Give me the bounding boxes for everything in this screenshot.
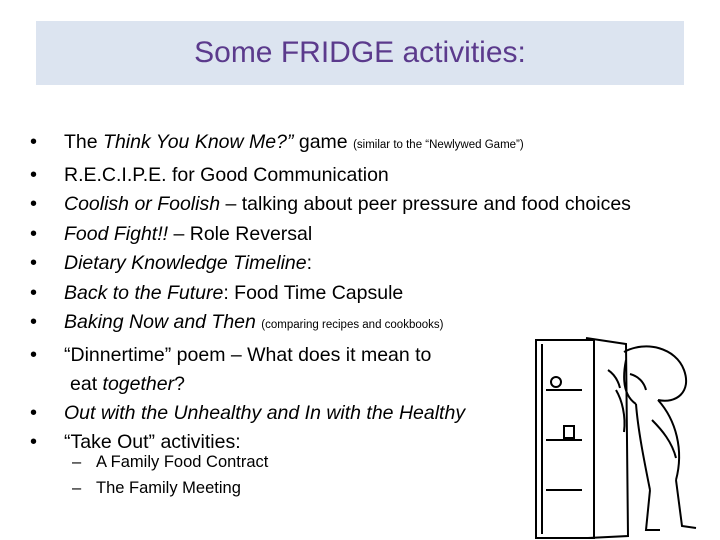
slide-title: Some FRIDGE activities: (194, 36, 526, 69)
bullet-text: : Food Time Capsule (223, 281, 404, 304)
bullet-emphasis: Coolish or Foolish (64, 193, 221, 215)
bullet-item (30, 249, 710, 279)
bullet-item (30, 161, 710, 191)
sub-bullet-item: – A Family Food Contract (72, 449, 268, 475)
bullet-text: “Take Out” activities: (64, 431, 241, 453)
bullet-text: eat (70, 372, 103, 395)
bullet-emphasis: Back to the Future (64, 281, 224, 304)
bullet-note: (comparing recipes and cookbooks) (261, 319, 444, 331)
sub-bullet-list (72, 449, 268, 501)
bullet-item (30, 190, 710, 220)
bullet-text: “Dinnertime” poem – What does it mean to (64, 343, 432, 366)
bullet-text: The (64, 131, 104, 153)
bullet-emphasis: together (102, 372, 175, 395)
bullet-emphasis: Food Fight!! (64, 222, 169, 245)
bullet-text: – talking about peer pressure and food choices (220, 193, 631, 215)
bullet-emphasis: Dietary Knowledge Timeline (64, 252, 307, 274)
bullet-text: game (293, 131, 354, 153)
bullet-text: ? (174, 372, 185, 395)
bullet-item (30, 128, 710, 161)
bullet-emphasis: Baking Now and Then (64, 311, 256, 333)
title-banner (36, 21, 684, 85)
bullet-emphasis: Think You Know Me?” (103, 131, 294, 153)
bullet-emphasis: Out with the Unhealthy and In with the Healthy (64, 401, 466, 424)
fridge-illustration (526, 330, 720, 540)
bullet-note: (similar to the “Newlywed Game”) (353, 139, 524, 151)
bullet-text: – Role Reversal (168, 222, 313, 245)
bullet-item (30, 220, 710, 250)
bullet-text: : (306, 252, 313, 274)
bullet-text: R.E.C.I.P.E. for Good Communication (64, 163, 389, 186)
bullet-item (30, 279, 710, 309)
sub-bullet-item: – The Family Meeting (72, 475, 268, 501)
